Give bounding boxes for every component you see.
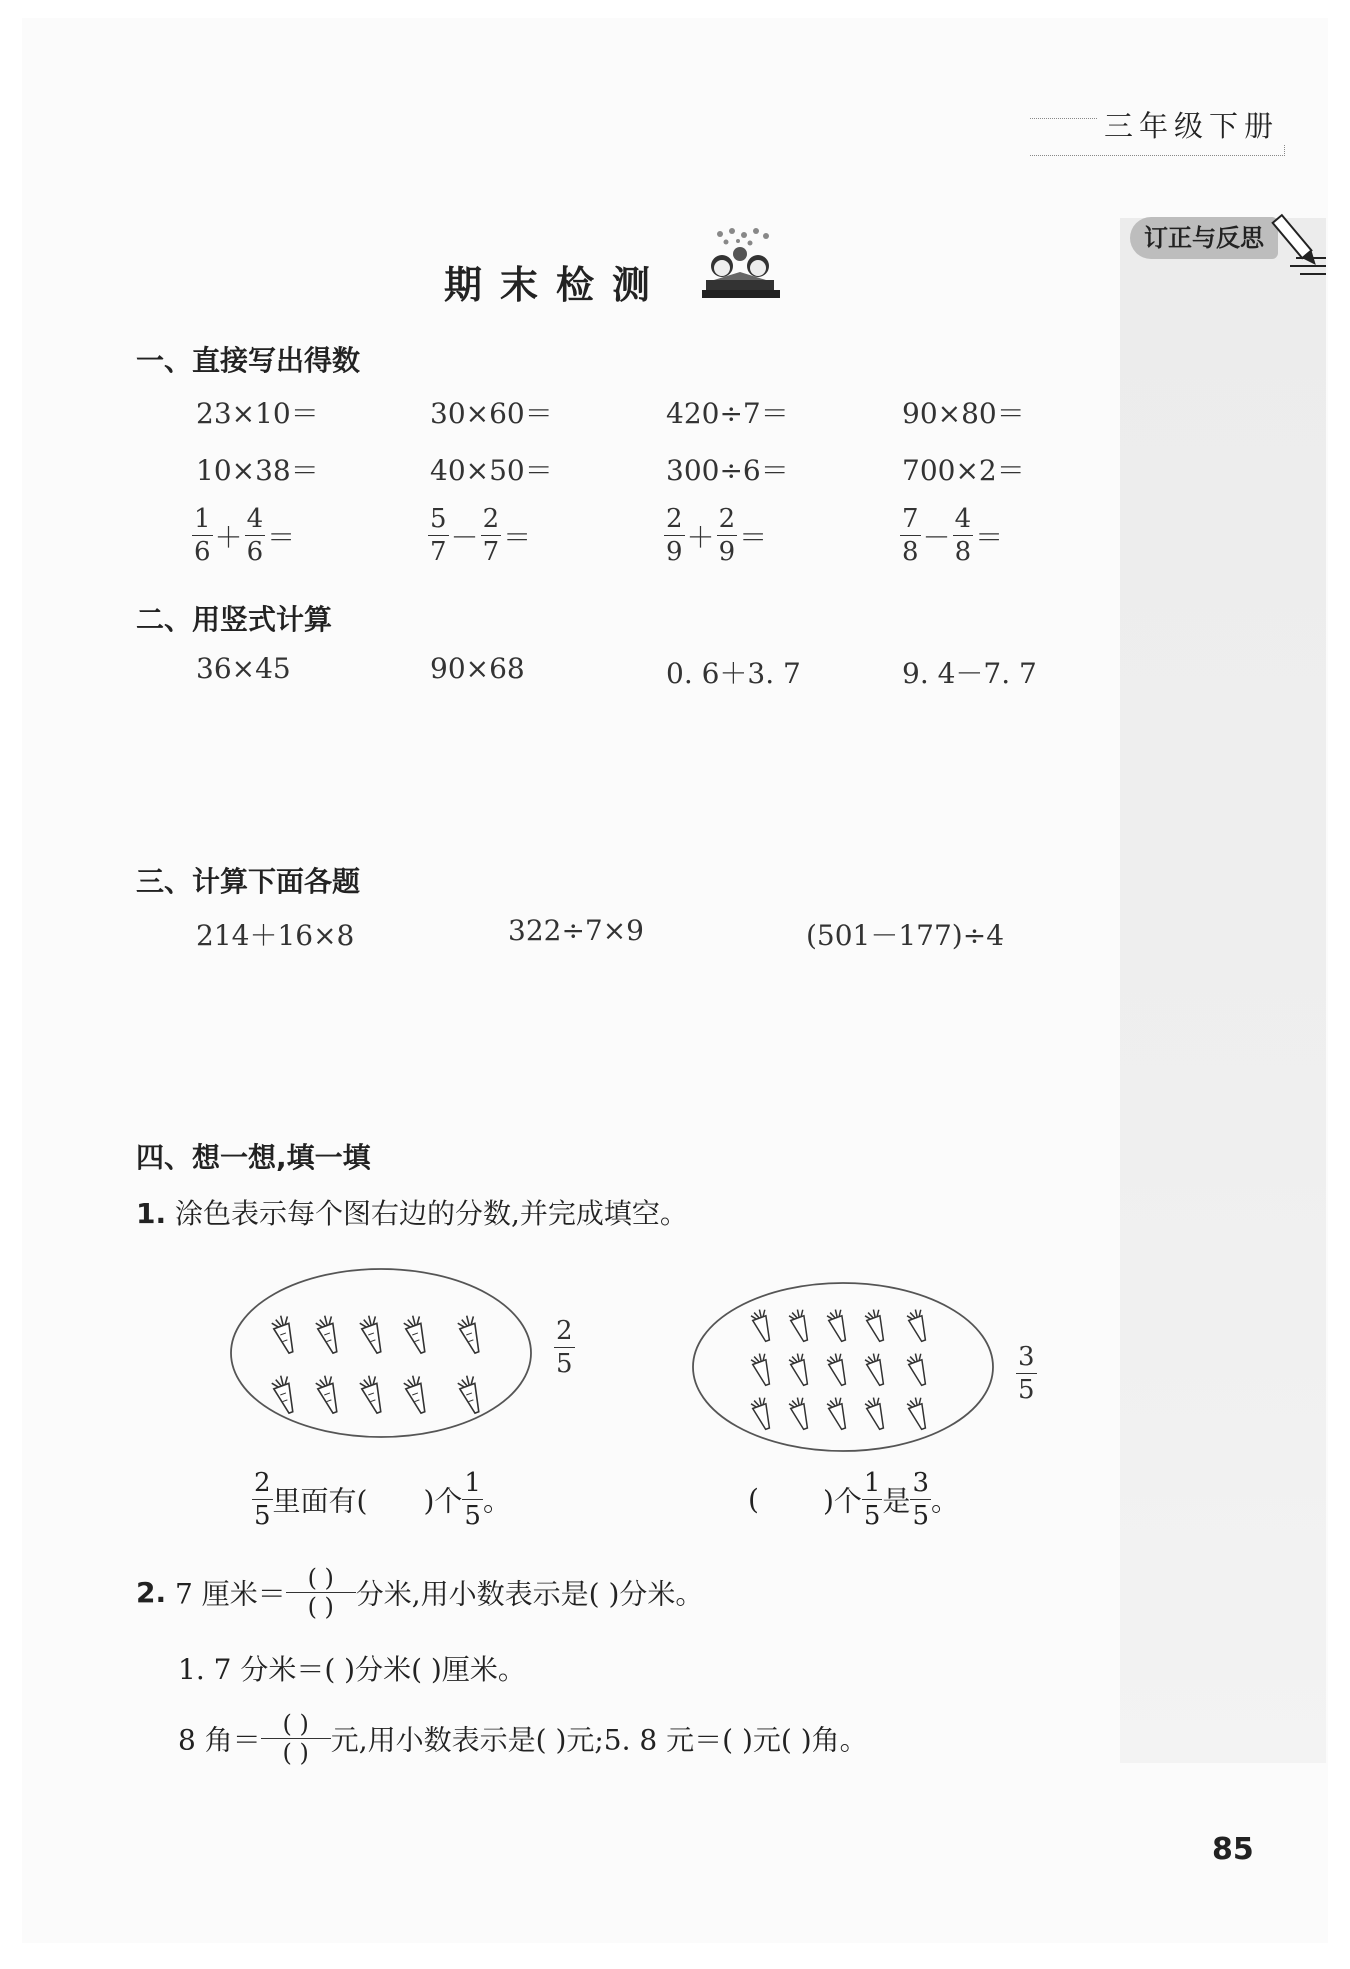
exercise: 322÷7×9 bbox=[508, 914, 644, 947]
fill-in-right: ( )个 $\frac{1}{5}$ 是 $\frac{3}{5}$ 。 bbox=[748, 1468, 959, 1531]
fill-in-left: $\frac{2}{5}$ 里面有( )个 $\frac{1}{5}$ 。 bbox=[254, 1468, 511, 1531]
section-1-heading: 一、直接写出得数 bbox=[136, 344, 361, 377]
section-3-heading: 三、计算下面各题 bbox=[136, 865, 361, 898]
exercise: (501－177)÷4 bbox=[806, 919, 1005, 952]
carrot-group-right bbox=[690, 1280, 996, 1454]
question-2-line-2: 1. 7 分米＝( )分米( )厘米。 bbox=[178, 1653, 526, 1686]
fraction: $\frac{1}{5}$ bbox=[464, 1468, 481, 1531]
blank-fraction[interactable]: ( ) ( ) bbox=[261, 1712, 331, 1765]
target-fraction-right bbox=[1016, 1344, 1037, 1403]
question-1 bbox=[136, 1192, 688, 1232]
fraction: $\frac{2}{5}$ bbox=[254, 1468, 271, 1531]
exercise: 40×50＝ bbox=[430, 454, 553, 487]
fraction: $\frac{2}{5}$ bbox=[556, 1316, 573, 1379]
section-4-heading: 四、想一想,填一填 bbox=[136, 1141, 371, 1174]
target-fraction-left bbox=[554, 1318, 575, 1377]
exercise: 420÷7＝ bbox=[666, 397, 789, 430]
carrot-group-left bbox=[228, 1266, 534, 1440]
blank-fraction[interactable]: ( ) ( ) bbox=[286, 1566, 356, 1619]
question-2-line-3: 8 角＝ ( ) ( ) 元,用小数表示是( )元;5. 8 元＝( )元( )角。 bbox=[178, 1710, 868, 1767]
fraction-exercise: $\frac{1}{6}$ ＋ $\frac{4}{6}$ ＝ bbox=[194, 504, 296, 567]
exercise: 214＋16×8 bbox=[196, 919, 355, 952]
fraction: $\frac{2}{7}$ bbox=[482, 504, 500, 567]
grade-label: 三年级下册 bbox=[1098, 104, 1285, 145]
exercise: 36×45 bbox=[196, 652, 291, 685]
page-title: 期末检测 bbox=[444, 262, 669, 307]
pencil-icon bbox=[1270, 208, 1330, 278]
fraction: $\frac{4}{8}$ bbox=[954, 504, 972, 567]
fraction: $\frac{2}{9}$ bbox=[718, 504, 736, 567]
exercise: 23×10＝ bbox=[196, 397, 319, 430]
exercise: 30×60＝ bbox=[430, 397, 553, 430]
correction-reflection-panel bbox=[1120, 218, 1326, 1763]
question-number: 2. bbox=[136, 1576, 167, 1609]
question-2-line-1: 2. 7 厘米＝ ( ) ( ) 分米,用小数表示是( )分米。 bbox=[136, 1564, 704, 1621]
exercise: 90×68 bbox=[430, 652, 525, 685]
fraction: $\frac{7}{8}$ bbox=[902, 504, 919, 567]
correction-reflection-tag: 订正与反思 bbox=[1130, 217, 1278, 259]
question-number: 1. bbox=[136, 1197, 167, 1230]
section-2-heading: 二、用竖式计算 bbox=[136, 603, 333, 636]
question-text: 涂色表示每个图右边的分数,并完成填空。 bbox=[175, 1197, 688, 1230]
exercise: 300÷6＝ bbox=[666, 454, 789, 487]
fraction: $\frac{3}{5}$ bbox=[912, 1468, 929, 1531]
exercise: 9. 4－7. 7 bbox=[902, 657, 1037, 690]
fraction: $\frac{3}{5}$ bbox=[1018, 1342, 1035, 1405]
fraction-exercise: $\frac{2}{9}$ ＋ $\frac{2}{9}$ ＝ bbox=[666, 504, 768, 567]
exercise: 0. 6＋3. 7 bbox=[666, 657, 801, 690]
fraction: $\frac{4}{6}$ bbox=[246, 504, 264, 567]
fraction: $\frac{1}{5}$ bbox=[863, 1468, 881, 1531]
exercise: 10×38＝ bbox=[196, 454, 319, 487]
fraction-exercise: $\frac{7}{8}$ － $\frac{4}{8}$ ＝ bbox=[902, 504, 1004, 567]
fraction-exercise: $\frac{5}{7}$ － $\frac{2}{7}$ ＝ bbox=[430, 504, 532, 567]
fraction: $\frac{2}{9}$ bbox=[666, 504, 683, 567]
students-reading-icon bbox=[700, 226, 782, 306]
page-number: 85 bbox=[1212, 1832, 1254, 1867]
fraction: $\frac{5}{7}$ bbox=[430, 504, 447, 567]
exercise: 700×2＝ bbox=[902, 454, 1025, 487]
exercise: 90×80＝ bbox=[902, 397, 1025, 430]
fraction: $\frac{1}{6}$ bbox=[194, 504, 211, 567]
